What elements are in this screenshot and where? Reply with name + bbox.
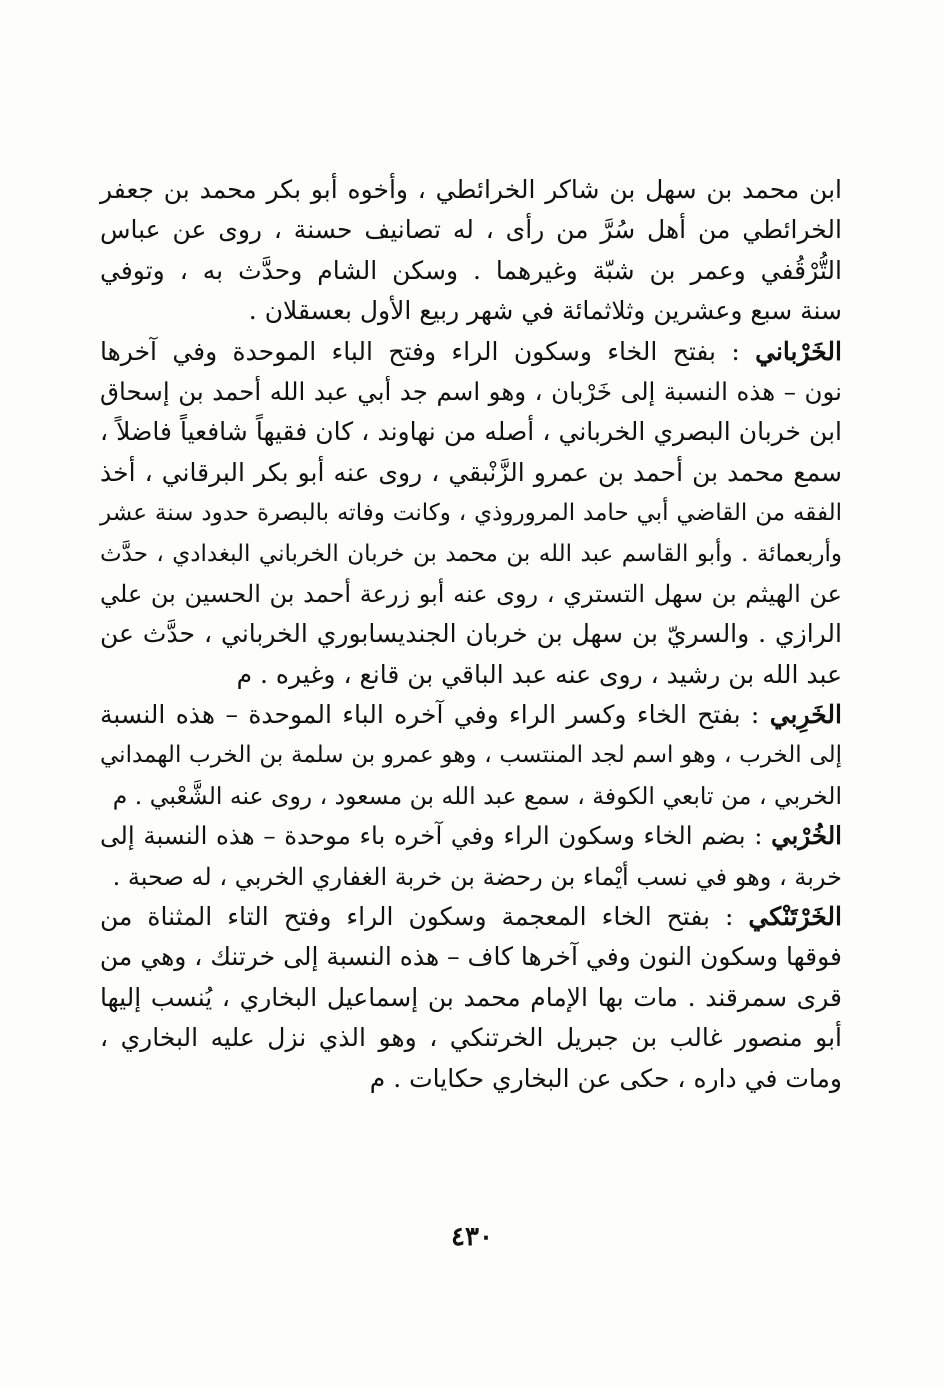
line-text: سمع محمد بن أحمد بن عمرو الزَّنْبقي ، روى عنه أبو بكر البرقاني ، أخذ [100,457,842,487]
text-line [100,857,842,897]
text-line [100,695,842,735]
text-line [100,978,842,1018]
line-text: الرازي . والسريّ بن سهل بن خربان الجنديسابوري الخرباني ، حدَّث عن [100,619,842,649]
line-text: نون – هذه النسبة إلى خَرْبان ، وهو اسم جد أبي عبد الله أحمد بن إسحاق [100,376,842,406]
line-text: ومات في داره ، حكى عن البخاري حكايات . م [369,1063,842,1093]
text-line [100,412,842,452]
text-line [100,291,842,331]
line-text: الخرائطي من أهل سُرَّ من رأى ، له تصانيف حسنة ، روى عن عباس [100,215,842,245]
line-text: التُّرْقُفي وعمر بن شبّة وغيرهما . وسكن الشام وحدَّث به ، وتوفي [100,255,842,285]
line-text: عن الهيثم بن سهل التستري ، روى عنه أبو زرعة أحمد بن الحسين بن علي [100,579,842,608]
text-line [100,776,842,816]
entry-heading: الخَرْباني [755,336,842,366]
line-text: الفقه من القاضي أبي حامد المروروذي ، وكانت وفاته بالبصرة حدود سنة عشر [100,500,842,527]
line-text: خربة ، وهو في نسب أيْماء بن رحضة بن خربة الغفاري الخربي ، له صحبة . [112,862,842,891]
text-line [100,937,842,977]
text-line [100,493,842,533]
line-text: سنة سبع وعشرين وثلاثمائة في شهر ربيع الأول بعسقلان . [248,296,842,326]
text-line [100,332,842,372]
page-number: ٤٣٠ [451,1222,493,1252]
line-text: وأربعمائة . وأبو القاسم عبد الله بن محمد بن خربان الخرباني البغدادي ، حدَّث [100,540,842,567]
line-text: أبو منصور غالب بن جبريل الخرتنكي ، وهو الذي نزل عليه البخاري ، [100,1023,842,1053]
line-text: ابن محمد بن سهل بن شاكر الخرائطي ، وأخوه أبو بكر محمد بن جعفر [100,175,842,204]
text-line [100,1059,842,1099]
line-text: : بفتح الخاء وكسر الراء وفي آخره الباء الموحدة – هذه النسبة [100,700,770,730]
line-text: : بفتح الخاء المعجمة وسكون الراء وفتح التاء المثناة من [100,902,749,932]
page-body-text [100,170,842,1099]
text-line [100,897,842,937]
entry-heading: الخُرْبي [771,821,842,851]
entry-heading: الخَرِبي [769,700,842,730]
text-line [100,372,842,412]
text-line [100,574,842,614]
line-text: قرى سمرقند . مات بها الإمام محمد بن إسماعيل البخاري ، يُنسب إليها [100,982,842,1012]
text-line [100,655,842,695]
text-line [100,735,842,775]
text-line [100,251,842,291]
line-text: إلى الخرب ، وهو اسم لجد المنتسب ، وهو عمرو بن سلمة بن الخرب الهمداني [100,742,842,769]
line-text: عبد الله بن رشيد ، روى عنه عبد الباقي بن قانع ، وغيره . م [236,659,842,689]
text-line [100,534,842,574]
text-line [100,453,842,493]
line-text: الخربي ، من تابعي الكوفة ، سمع عبد الله بن مسعود ، روى عنه الشَّعْبي . م [112,781,842,810]
text-line [100,210,842,250]
text-line [100,170,842,210]
text-line [100,816,842,856]
line-text: : بفتح الخاء وسكون الراء وفتح الباء الموحدة وفي آخرها [100,336,756,366]
line-text: فوقها وسكون النون وفي آخرها كاف – هذه النسبة إلى خرتنك ، وهي من [99,942,842,972]
text-line [100,614,842,654]
text-line [100,1018,842,1058]
line-text: : بضم الخاء وسكون الراء وفي آخره باء موحدة – هذه النسبة إلى [100,821,772,851]
entry-heading: الخَرْتَنْكي [748,902,842,932]
line-text: ابن خربان البصري الخرباني ، أصله من نهاوند ، كان فقيهاً شافعياً فاضلاً ، [100,417,842,447]
